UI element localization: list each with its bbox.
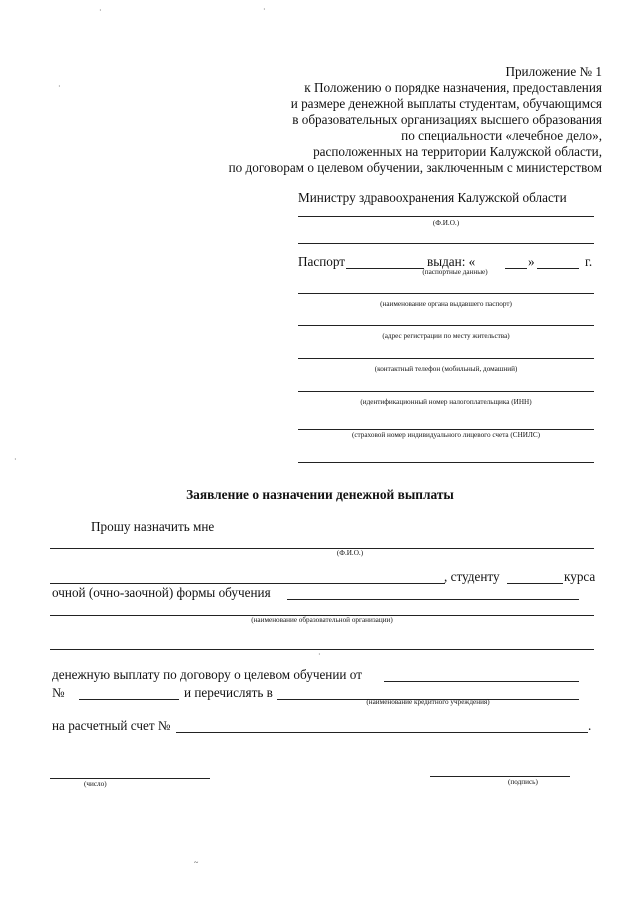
scan-speck: ·: [99, 6, 102, 15]
phone-caption: (контактный телефон (мобильный, домашний): [374, 365, 518, 373]
inn-caption: (идентификационный номер налогоплательщика (ИНН): [360, 398, 532, 406]
account-field[interactable]: [176, 732, 588, 733]
passport-label: Паспорт: [298, 254, 346, 269]
fio-line-2[interactable]: [298, 243, 594, 244]
annex-number: Приложение № 1: [505, 64, 602, 79]
scan-speck: ·: [58, 82, 61, 91]
transfer-text: и перечислять в: [184, 685, 273, 700]
fio-line[interactable]: [298, 216, 594, 217]
contract-number-field[interactable]: [79, 699, 179, 700]
bank-caption: (наименование кредитного учреждения): [366, 698, 490, 706]
request-text: Прошу назначить мне: [91, 519, 215, 534]
date-field[interactable]: [50, 778, 210, 779]
inn-line[interactable]: [298, 391, 594, 392]
contract-date-field[interactable]: [384, 681, 579, 682]
applicant-fio-line-2[interactable]: [50, 583, 445, 584]
issuer-caption: (наименование органа выдавшего паспорт): [380, 300, 512, 308]
address-caption: (адрес регистрации по месту жительства): [382, 332, 510, 340]
course-field[interactable]: [507, 583, 563, 584]
signature-field[interactable]: [430, 776, 570, 777]
student-text: , студенту: [444, 569, 500, 584]
date-caption: (число): [84, 780, 107, 788]
header-line-1: к Положению о порядке назначения, предоставления: [304, 80, 602, 95]
payment-text: денежную выплату по договору о целевом обучении от: [52, 667, 362, 682]
snils-line-2[interactable]: [298, 462, 594, 463]
passport-year-label: г.: [585, 254, 593, 269]
scan-speck: ·: [318, 650, 321, 659]
passport-quote-close: »: [528, 254, 535, 269]
signature-caption: (подпись): [508, 778, 538, 786]
scan-speck: ~: [194, 858, 199, 867]
passport-month-field[interactable]: [537, 268, 579, 269]
scan-speck: ·: [263, 5, 266, 14]
issuer-line[interactable]: [298, 293, 594, 294]
applicant-fio-caption: (Ф.И.О.): [336, 549, 364, 557]
header-line-4: по специальности «лечебное дело»,: [401, 128, 602, 143]
minister-line: Министру здравоохранения Калужской области: [298, 190, 567, 205]
org-caption: (наименование образовательной организации): [251, 616, 393, 624]
header-line-5: расположенных на территории Калужской области,: [313, 144, 602, 159]
snils-caption: (страховой номер индивидуального лицевого счета (СНИЛС): [351, 431, 541, 439]
number-sign: №: [52, 685, 65, 700]
application-title: Заявление о назначении денежной выплаты: [186, 487, 454, 502]
phone-line[interactable]: [298, 358, 594, 359]
study-form-field[interactable]: [287, 599, 579, 600]
passport-issued-label: выдан: «: [427, 254, 476, 269]
header-line-3: в образовательных организациях высшего образования: [292, 112, 602, 127]
account-period: .: [588, 718, 592, 733]
fio-caption: (Ф.И.О.): [432, 219, 460, 227]
scan-speck: ·: [14, 455, 17, 464]
header-line-6: по договорам о целевом обучении, заключенным с министерством: [228, 160, 602, 175]
passport-caption: (паспортные данные): [422, 268, 488, 276]
address-line[interactable]: [298, 325, 594, 326]
study-form-text: очной (очно-заочной) формы обучения: [52, 585, 271, 600]
account-text: на расчетный счет №: [52, 718, 171, 733]
header-line-2: и размере денежной выплаты студентам, обучающимся: [290, 96, 602, 111]
course-text: курса: [564, 569, 596, 584]
org-line-2[interactable]: [50, 649, 594, 650]
snils-line[interactable]: [298, 429, 594, 430]
